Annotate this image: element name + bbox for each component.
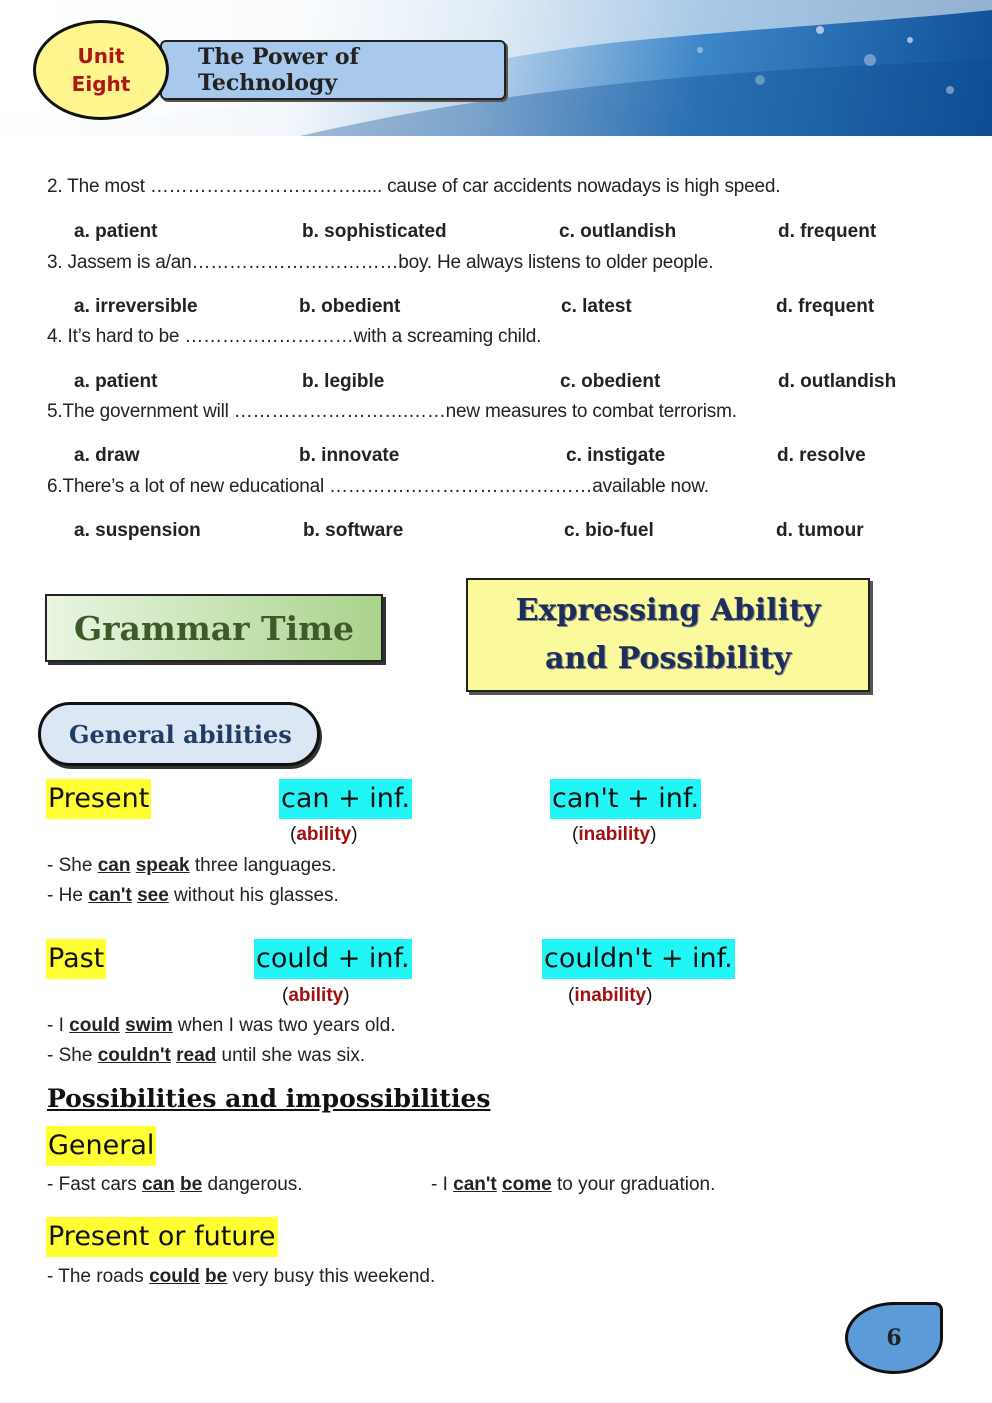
- past-note-inability: (inability): [568, 985, 653, 1006]
- grammar-topic-line1: Expressing Ability: [515, 593, 821, 628]
- present-form-cant: can't + inf.: [550, 779, 701, 819]
- page-number: 6: [845, 1302, 943, 1374]
- present-or-future-label: Present or future: [46, 1217, 278, 1257]
- option-4d[interactable]: d. outlandish: [778, 371, 897, 392]
- option-4c[interactable]: c. obedient: [560, 371, 661, 392]
- option-6d[interactable]: d. tumour: [776, 520, 864, 541]
- present-label: Present: [46, 779, 151, 819]
- option-4a[interactable]: a. patient: [74, 371, 158, 392]
- option-5a[interactable]: a. draw: [74, 445, 140, 466]
- unit-number: Eight: [71, 72, 131, 96]
- question-5: 5.The government will ……………………….……new measures to combat terrorism.: [47, 401, 737, 422]
- example-future-1: - The roads could be very busy this weekend.: [47, 1266, 436, 1287]
- note-text: ability: [296, 824, 352, 845]
- question-6: 6.There’s a lot of new educational ……………………………………available now.: [47, 476, 709, 497]
- question-2: 2. The most ……………………………..... cause of car accidents nowadays is high speed.: [47, 176, 781, 197]
- example-past-2: - She couldn't read until she was six.: [47, 1045, 366, 1066]
- option-5c[interactable]: c. instigate: [566, 445, 666, 466]
- possibilities-heading: Possibilities and impossibilities: [47, 1084, 491, 1113]
- option-2a[interactable]: a. patient: [74, 221, 158, 242]
- past-note-ability: (ability): [282, 985, 350, 1006]
- unit-badge: [33, 20, 169, 120]
- option-3c[interactable]: c. latest: [561, 296, 632, 317]
- option-6a[interactable]: a. suspension: [74, 520, 201, 541]
- general-label: General: [46, 1126, 156, 1166]
- example-present-1: - She can speak three languages.: [47, 855, 337, 876]
- example-past-1: - I could swim when I was two years old.: [47, 1015, 396, 1036]
- option-4b[interactable]: b. legible: [302, 371, 385, 392]
- grammar-topic-box: [466, 578, 870, 692]
- question-3: 3. Jassem is a/an……………………………boy. He always listens to older people.: [47, 252, 714, 273]
- example-present-2: - He can't see without his glasses.: [47, 885, 339, 906]
- present-form-can: can + inf.: [279, 779, 412, 819]
- general-abilities-heading: General abilities: [38, 702, 320, 766]
- option-3b[interactable]: b. obedient: [299, 296, 401, 317]
- option-2d[interactable]: d. frequent: [778, 221, 877, 242]
- note-text: inability: [574, 985, 647, 1006]
- unit-label: Unit: [77, 44, 125, 68]
- option-6c[interactable]: c. bio-fuel: [564, 520, 654, 541]
- past-form-couldnt: couldn't + inf.: [542, 939, 735, 979]
- unit-title: The Power of Technology: [160, 40, 506, 100]
- option-3a[interactable]: a. irreversible: [74, 296, 198, 317]
- option-2c[interactable]: c. outlandish: [559, 221, 677, 242]
- present-note-ability: (ability): [290, 824, 358, 845]
- note-text: ability: [288, 985, 344, 1006]
- grammar-topic-line2: and Possibility: [544, 641, 792, 676]
- question-4: 4. It’s hard to be ………………………with a screaming child.: [47, 326, 542, 347]
- note-text: inability: [578, 824, 651, 845]
- past-label: Past: [46, 939, 106, 979]
- example-general-1: - Fast cars can be dangerous.: [47, 1174, 303, 1195]
- grammar-time-banner: Grammar Time: [45, 594, 383, 662]
- past-form-could: could + inf.: [254, 939, 412, 979]
- option-5d[interactable]: d. resolve: [777, 445, 866, 466]
- option-5b[interactable]: b. innovate: [299, 445, 400, 466]
- example-general-2: - I can't come to your graduation.: [431, 1174, 716, 1195]
- option-6b[interactable]: b. software: [303, 520, 404, 541]
- option-2b[interactable]: b. sophisticated: [302, 221, 447, 242]
- option-3d[interactable]: d. frequent: [776, 296, 875, 317]
- present-note-inability: (inability): [572, 824, 657, 845]
